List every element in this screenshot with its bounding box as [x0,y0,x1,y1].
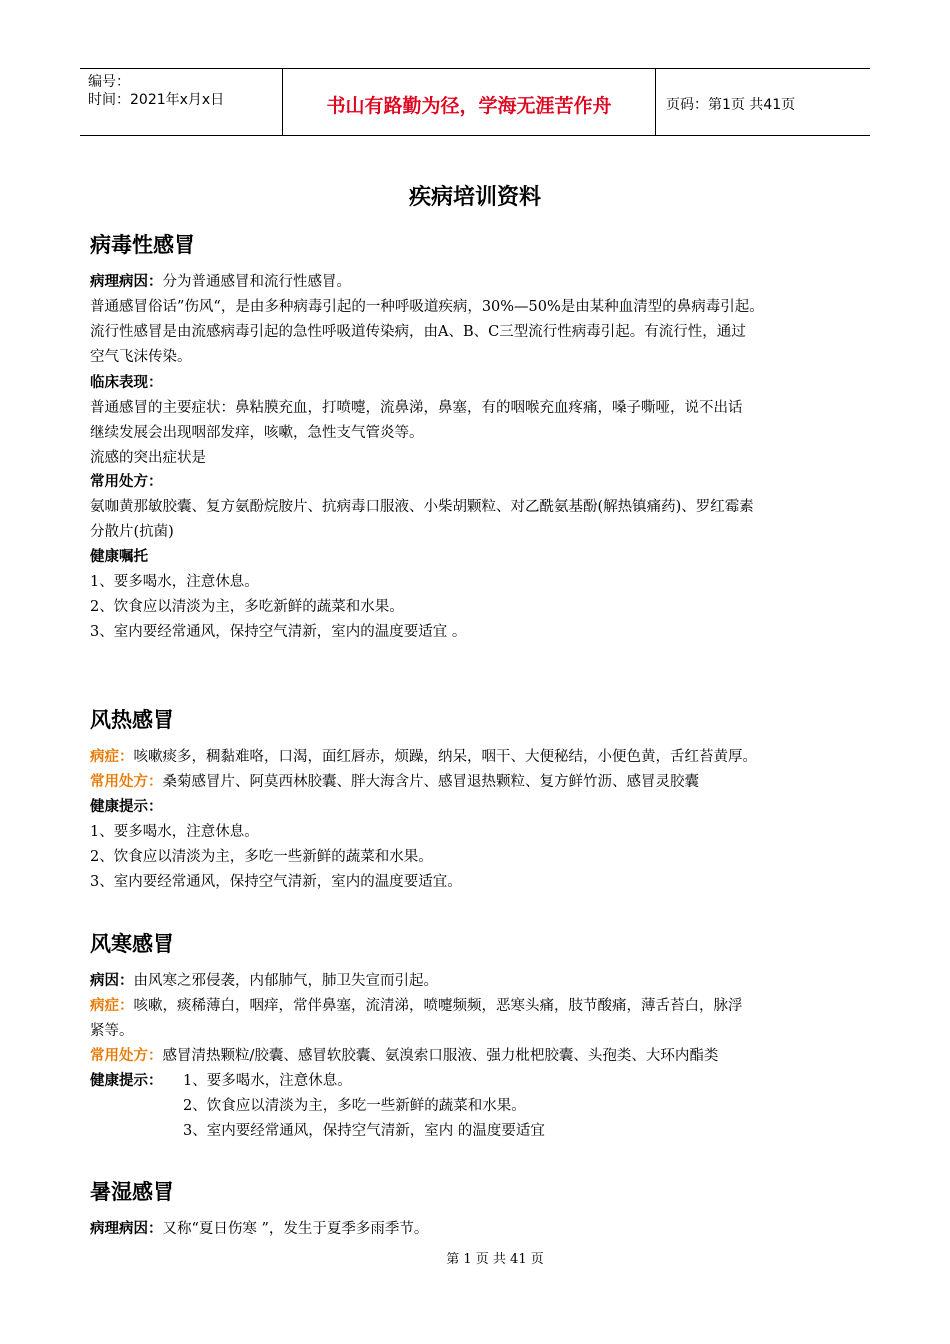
s4-cause-text: 又称“夏日伤寒 ”，发生于夏季多雨季节。 [162,1221,429,1237]
s1-advice-3: 3、室内要经常通风，保持空气清新，室内的温度要适宜 。 [90,624,467,640]
s2-tip-1: 1、要多喝水，注意休息。 [90,824,259,840]
s3-cause-line [90,969,438,990]
s1-paragraph-1: 普通感冒俗话”伤风“，是由多种病毒引起的一种呼吸道疾病，30%—50%是由某种血清型的鼻病毒引起。 [90,299,764,315]
s3-cause-label: 病因： [90,973,134,989]
s2-tip-2: 2、饮食应以清淡为主，多吃一些新鲜的蔬菜和水果。 [90,849,433,865]
s2-symptom-line [90,745,757,766]
s2-rx-label: 常用处方： [90,774,163,790]
s2-symptom-label: 病症： [90,749,134,765]
s1-rx-label: 常用处方： [90,474,163,490]
s4-cause-line [90,1217,428,1238]
s1-clinical-1: 普通感冒的主要症状：鼻粘膜充血，打喷嚏，流鼻涕，鼻塞，有的咽喉充血疼痛，嗓子嘶哑，说不出话 [90,400,743,416]
s3-tip-2: 2、饮食应以清淡为主，多吃一些新鲜的蔬菜和水果。 [183,1098,526,1114]
header-motto-cell [282,69,656,135]
s3-symptom-label: 病症： [90,998,134,1014]
s2-tip-label: 健康提示： [90,799,163,815]
s3-cause-text: 由风寒之邪侵袭，内郁肺气，肺卫失宣而引起。 [133,973,438,989]
s1-rx-1: 氨咖黄那敏胶囊、复方氨酚烷胺片、抗病毒口服液、小柴胡颗粒、对乙酰氨基酚(解热镇痛药)、罗红霉素 [90,499,754,515]
s1-clinical-label: 临床表现： [90,375,163,391]
s3-symptom-line [90,994,743,1015]
motto: 书山有路勤为径，学海无涯苦作舟 [326,95,612,117]
s4-cause-label: 病理病因： [90,1221,163,1237]
s3-tip-line [90,1069,163,1090]
s1-paragraph-2b: 空气飞沫传染。 [90,349,192,365]
s3-rx-label: 常用处方： [90,1048,163,1064]
s1-cause-label: 病理病因： [90,274,163,290]
page-footer: 第 1 页 共 41 页 [446,1252,544,1267]
s3-rx-text: 感冒清热颗粒/胶囊、感冒软胶囊、氨溴索口服液、强力枇杷胶囊、头孢类、大环内酯类 [162,1048,719,1064]
section-heading-summer-damp-cold: 暑湿感冒 [90,1180,174,1204]
s3-symptom-text-2: 紧等。 [90,1023,134,1039]
s2-rx-text: 桑菊感冒片、阿莫西林胶囊、胖大海含片、感冒退热颗粒、复方鲜竹沥、感冒灵胶囊 [162,774,699,790]
page-info: 页码：第1页 共41页 [666,97,796,113]
s1-advice-2: 2、饮食应以清淡为主，多吃新鲜的蔬菜和水果。 [90,599,404,615]
section-heading-wind-heat-cold: 风热感冒 [90,708,174,732]
header-table [80,68,870,136]
s3-tip-3: 3、室内要经常通风，保持空气清新，室内 的温度要适宜 [183,1123,545,1139]
header-page-cell [656,69,870,135]
number-label: 编号： [88,74,130,90]
s3-tip-1: 1、要多喝水，注意休息。 [183,1073,352,1089]
document-title: 疾病培训资料 [408,185,541,210]
s1-clinical-3: 流感的突出症状是 [90,450,206,466]
s3-symptom-text: 咳嗽，痰稀薄白，咽痒，常伴鼻塞，流清涕，喷嚏频频，恶寒头痛，肢节酸痛，薄舌苔白，脉浮 [133,998,743,1014]
header-left-cell [80,69,282,135]
s1-paragraph-2a: 流行性感冒是由流感病毒引起的急性呼吸道传染病，由A、B、C三型流行性病毒引起。有流行性，通过 [90,324,746,340]
s1-advice-label: 健康嘱托 [90,549,148,565]
s1-rx-2: 分散片(抗菌) [90,524,174,540]
section-heading-viral-cold: 病毒性感冒 [90,233,195,257]
section-heading-wind-cold: 风寒感冒 [90,932,174,956]
s2-symptom-text: 咳嗽痰多，稠黏难咯，口渴，面红唇赤，烦躁，纳呆，咽干、大便秘结，小便色黄，舌红苔黄厚。 [133,749,757,765]
s2-rx-line [90,770,699,791]
s3-rx-line [90,1044,718,1065]
date-label: 时间：2021年x月x日 [88,92,225,108]
s3-tip-label: 健康提示： [90,1073,163,1089]
s1-clinical-2: 继续发展会出现咽部发痒，咳嗽，急性支气管炎等。 [90,425,424,441]
s1-advice-1: 1、要多喝水，注意休息。 [90,574,259,590]
s1-cause-text: 分为普通感冒和流行性感冒。 [162,274,351,290]
s1-cause-line [90,270,351,291]
s2-tip-3: 3、室内要经常通风，保持空气清新，室内的温度要适宜。 [90,874,462,890]
